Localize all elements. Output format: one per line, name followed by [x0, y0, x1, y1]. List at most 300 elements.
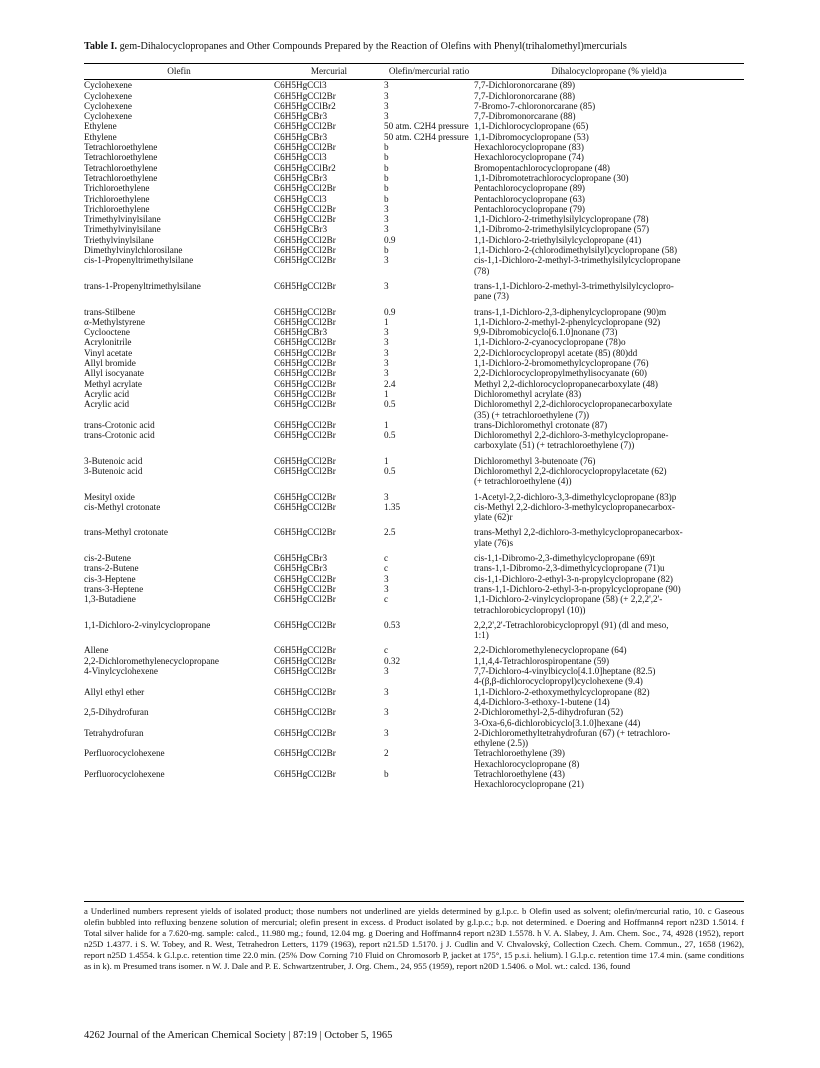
table-row — [84, 615, 744, 641]
table-row — [84, 728, 744, 749]
product-line: 1,1-Dichloro-2-triethylsilylcyclopropane (41) — [474, 234, 642, 245]
cell-ratio: 3 — [384, 368, 389, 379]
cell-ratio: 3 — [384, 255, 389, 266]
cell-ratio: 1 — [384, 316, 389, 327]
product-line: Dichloromethyl 2,2-dichlorocyclopropanecarboxylate — [474, 399, 672, 410]
product-line: 1,1,4,4-Tetrachlorospiropentane (59) — [474, 655, 610, 666]
cell-olefin: Allene — [84, 645, 109, 656]
cell-ratio: b — [384, 142, 389, 153]
cell-mercurial: C6H5HgCCl2Br — [274, 455, 336, 466]
cell-product — [474, 502, 744, 523]
cell-olefin: Triethylvinylsilane — [84, 234, 154, 245]
cell-ratio: 3 — [384, 686, 389, 697]
cell-ratio: 3 — [384, 666, 389, 677]
table-row — [84, 302, 744, 317]
cell-product — [474, 379, 744, 389]
cell-olefin: Trimethylvinylsilane — [84, 214, 161, 225]
product-line: 7,7-Dibromonorcarane (88) — [474, 111, 576, 122]
cell-product — [474, 224, 744, 234]
cell-olefin: 3-Butenoic acid — [84, 455, 143, 466]
product-line: Dichloromethyl 2,2-dichlorocyclopropylacetate (62) — [474, 465, 667, 476]
cell-olefin: Cyclohexene — [84, 100, 132, 111]
cell-ratio: c — [384, 563, 389, 574]
product-line: Hexachlorocyclopropane (8) — [474, 758, 580, 769]
cell-mercurial: C6H5HgCCl2Br — [274, 378, 336, 389]
product-line: 1,1-Dichloro-2-trimethylsilylcyclopropane (78) — [474, 214, 649, 225]
product-line: trans-Dichloromethyl crotonate (87) — [474, 419, 608, 430]
cell-product — [474, 337, 744, 347]
cell-product — [474, 255, 744, 276]
cell-product — [474, 594, 744, 615]
table-row — [84, 152, 744, 162]
cell-product — [474, 142, 744, 152]
table-row — [84, 358, 744, 368]
cell-product — [474, 235, 744, 245]
cell-ratio: b — [384, 769, 389, 779]
cell-olefin: Methyl acrylate — [84, 378, 142, 389]
table-caption-text: gem-Dihalocyclopropanes and Other Compounds Prepared by the Reaction of Olefins with Phenyl(trihalomethyl)mercurials — [119, 41, 627, 52]
cell-olefin: Tetrachloroethylene — [84, 162, 158, 173]
cell-olefin: Tetrachloroethylene — [84, 172, 158, 183]
cell-mercurial: C6H5HgCCl2Br — [274, 573, 336, 584]
product-line: 4-(β,β-dichlorocyclopropyl)cyclohexene (9.4) — [474, 676, 643, 687]
table-row — [84, 224, 744, 234]
cell-mercurial: C6H5HgCCl2Br — [274, 121, 336, 132]
cell-product — [474, 420, 744, 430]
cell-product — [474, 132, 744, 142]
cell-ratio: 0.5 — [384, 465, 396, 476]
cell-mercurial: C6H5HgCBr3 — [274, 224, 328, 235]
cell-olefin: Trichloroethylene — [84, 193, 150, 204]
product-line: Pentachlorocyclopropane (63) — [474, 193, 585, 204]
product-line: cis-1,1-Dichloro-2-methyl-3-trimethylsilylcyclopropane — [474, 255, 681, 266]
cell-mercurial: C6H5HgCCl2Br — [274, 655, 336, 666]
cell-product — [474, 173, 744, 183]
cell-olefin: Tetrachloroethylene — [84, 142, 158, 153]
cell-olefin: 1,1-Dichloro-2-vinylcyclopropane — [84, 619, 211, 630]
cell-ratio: 3 — [384, 80, 389, 91]
cell-mercurial: C6H5HgCCl2Br — [274, 388, 336, 399]
table-row — [84, 183, 744, 193]
cell-product — [474, 358, 744, 368]
table-row — [84, 132, 744, 142]
cell-product — [474, 548, 744, 563]
cell-olefin: Tetrahydrofuran — [84, 727, 144, 738]
cell-ratio: 3 — [384, 90, 389, 101]
table-row — [84, 142, 744, 152]
product-line: 1,1-Dichloro-2-bromomethylcyclopropane (76) — [474, 358, 649, 369]
table-row — [84, 522, 744, 548]
cell-product — [474, 707, 744, 728]
cell-olefin: Vinyl acetate — [84, 347, 133, 358]
table-row — [84, 276, 744, 302]
cell-olefin: cis-3-Heptene — [84, 573, 136, 584]
product-line: 1,1-Dichloro-2-methyl-2-phenylcyclopropane (92) — [474, 316, 661, 327]
product-line: (78) — [474, 265, 490, 276]
cell-mercurial: C6H5HgCCl2Br — [274, 594, 336, 605]
product-line: 9,9-Dibromobicyclo[6.1.0]nonane (73) — [474, 327, 618, 338]
product-line: Bromopentachlorocyclopropane (48) — [474, 162, 610, 173]
cell-product — [474, 687, 744, 708]
cell-olefin: Acrylonitrile — [84, 337, 132, 348]
cell-mercurial: C6H5HgCCl2Br — [274, 90, 336, 101]
cell-mercurial: C6H5HgCCl2Br — [274, 686, 336, 697]
cell-mercurial: C6H5HgCCl2Br — [274, 645, 336, 656]
cell-ratio: 3 — [384, 347, 389, 358]
table-row — [84, 769, 744, 790]
table-row — [84, 379, 744, 389]
cell-olefin: Allyl isocyanate — [84, 368, 144, 379]
cell-olefin: 4-Vinylcyclohexene — [84, 666, 158, 677]
cell-ratio: c — [384, 594, 389, 605]
cell-mercurial: C6H5HgCCl2Br — [274, 203, 336, 214]
cell-product — [474, 666, 744, 687]
footnotes: a Underlined numbers represent yields of isolated product; those numbers not underlined are yields determined by g.l.p.c. b Olefin used as solvent; olefin/mercurial ratio, 10. c Gaseous olefin bubbled into refluxing benzene solution of mercurial; olefin present in excess. d Product isolated by g.l.p.c.; b.p. not determined. e Doering and Hoffmann4 report n23D 1.5014. f Total silver halide for a 7.620-mg. sample: calcd., 11.980 mg.; found, 12.04 mg. g Doering and Hoffmann4 report n23D 1.5578. h V. A. Slabey, J. Am. Chem. Soc., 74, 4928 (1952), report n25D 1.4377. i S. W. Tobey, and R. West, Tetrahedron Letters, 1179 (1963), report n21.5D 1.5170. j J. Cudlin and V. Chvalovský, Collection Czech. Chem. Commun., 27, 1658 (1962), report n25D 1.4554. k G.l.p.c. retention time 22.0 min. (25% Dow Corning 710 Fluid on Chromosorb P, jacket at 175°, 15 p.s.i. helium). l G.l.p.c. retention time 17.4 min. (same conditions as in k). m Presumed trans isomer. n W. J. Dale and P. E. Schwartzentruber, J. Org. Chem., 24, 955 (1959), report n20D 1.5406. o Mol. wt.: calcd. 136, found — [84, 901, 744, 972]
table-row — [84, 91, 744, 101]
cell-ratio: 1.35 — [384, 501, 401, 512]
cell-mercurial: C6H5HgCCl2Br — [274, 727, 336, 738]
product-line: Dichloromethyl 2,2-dichloro-3-methylcyclopropane- — [474, 430, 669, 441]
cell-ratio: 50 atm. C2H4 pressure — [384, 121, 469, 132]
cell-ratio: 3 — [384, 358, 389, 369]
cell-ratio: 3 — [384, 573, 389, 584]
cell-mercurial: C6H5HgCClBr2 — [274, 100, 336, 111]
cell-olefin: Allyl bromide — [84, 358, 136, 369]
cell-olefin: trans-Stilbene — [84, 306, 136, 317]
table-row — [84, 399, 744, 420]
cell-product — [474, 563, 744, 573]
cell-mercurial: C6H5HgCCl2Br — [274, 465, 336, 476]
data-table — [84, 63, 744, 790]
cell-mercurial: C6H5HgCCl2Br — [274, 142, 336, 153]
cell-product — [474, 728, 744, 749]
cell-olefin: Allyl ethyl ether — [84, 686, 145, 697]
table-row — [84, 348, 744, 358]
cell-ratio: b — [384, 152, 389, 163]
cell-mercurial: C6H5HgCBr3 — [274, 111, 328, 122]
table-row — [84, 111, 744, 121]
table-row — [84, 337, 744, 347]
cell-mercurial: C6H5HgCCl2Br — [274, 358, 336, 369]
cell-product — [474, 214, 744, 224]
cell-olefin: Ethylene — [84, 121, 117, 132]
cell-product — [474, 91, 744, 101]
table-row — [84, 640, 744, 655]
product-line: trans-Methyl 2,2-dichloro-3-methylcyclopropanecarbox- — [474, 527, 683, 538]
cell-product — [474, 121, 744, 131]
cell-olefin: Trichloroethylene — [84, 183, 150, 194]
product-line: 1,1-Dichloro-2-ethoxymethylcyclopropane (82) — [474, 686, 650, 697]
cell-product — [474, 183, 744, 193]
table-row — [84, 430, 744, 451]
product-line: 1:1) — [474, 630, 489, 641]
table-caption-label: Table I. — [84, 41, 118, 52]
product-line: trans-1,1-Dichloro-2,3-diphenylcyclopropane (90)m — [474, 306, 667, 317]
cell-ratio: 3 — [384, 280, 389, 291]
product-line: 1,1-Dichlorocyclopropane (65) — [474, 121, 589, 132]
cell-ratio: 2.5 — [384, 527, 396, 538]
cell-mercurial: C6H5HgCCl2Br — [274, 748, 336, 759]
cell-ratio: b — [384, 172, 389, 183]
header-ratio: Olefin/mercurial ratio — [384, 64, 474, 80]
cell-olefin: cis-2-Butene — [84, 553, 131, 564]
cell-olefin: Perfluorocyclohexene — [84, 748, 165, 759]
cell-product — [474, 584, 744, 594]
table-row — [84, 563, 744, 573]
table-row — [84, 666, 744, 687]
cell-product — [474, 302, 744, 317]
cell-olefin: 2,2-Dichloromethylenecyclopropane — [84, 655, 219, 666]
cell-product — [474, 368, 744, 378]
product-line: cis-1,1-Dibromo-2,3-dimethylcyclopropane (69)t — [474, 553, 655, 564]
cell-olefin: Acrylic acid — [84, 388, 130, 399]
product-line: 1,1-Dibromo-2-trimethylsilylcyclopropane (57) — [474, 224, 650, 235]
cell-ratio: 0.9 — [384, 234, 396, 245]
table-row — [84, 656, 744, 666]
cell-ratio: 3 — [384, 203, 389, 214]
cell-ratio: 0.32 — [384, 655, 401, 666]
table-row — [84, 548, 744, 563]
cell-product — [474, 276, 744, 302]
cell-mercurial: C6H5HgCCl2Br — [274, 707, 336, 718]
product-line: Hexachlorocyclopropane (21) — [474, 779, 584, 790]
cell-mercurial: C6H5HgCCl2Br — [274, 368, 336, 379]
product-line: trans-1,1-Dichloro-2-methyl-3-trimethylsilylcyclopro- — [474, 280, 674, 291]
cell-olefin: Perfluorocyclohexene — [84, 769, 165, 779]
table-row — [84, 584, 744, 594]
table-row — [84, 214, 744, 224]
product-line: Hexachlorocyclopropane (83) — [474, 142, 584, 153]
cell-ratio: 3 — [384, 491, 389, 502]
product-line: 2,2-Dichlorocyclopropyl acetate (85) (80)dd — [474, 347, 638, 358]
cell-mercurial: C6H5HgCBr3 — [274, 327, 328, 338]
product-line: 7-Bromo-7-chloronorcarane (85) — [474, 100, 596, 111]
product-line: 1,1-Dichloro-2-cyanocyclopropane (78)o — [474, 337, 626, 348]
cell-mercurial: C6H5HgCCl2Br — [274, 501, 336, 512]
table-row — [84, 245, 744, 255]
table-row — [84, 707, 744, 728]
cell-mercurial: C6H5HgCCl2Br — [274, 316, 336, 327]
product-line: 7,7-Dichloronorcarane (88) — [474, 90, 576, 101]
cell-mercurial: C6H5HgCBr3 — [274, 172, 328, 183]
cell-mercurial: C6H5HgCCl2Br — [274, 214, 336, 225]
table-row — [84, 173, 744, 183]
product-line: 2,2,2',2'-Tetrachlorobicyclopropyl (91) (dl and meso, — [474, 619, 669, 630]
cell-olefin: 1,3-Butadiene — [84, 594, 136, 605]
cell-olefin: cis-Methyl crotonate — [84, 501, 161, 512]
cell-mercurial: C6H5HgCCl3 — [274, 193, 327, 204]
product-line: 2,2-Dichlorocyclopropylmethylisocyanate (60) — [474, 368, 647, 379]
cell-product — [474, 769, 744, 790]
cell-olefin: trans-2-Butene — [84, 563, 139, 574]
cell-mercurial: C6H5HgCCl2Br — [274, 337, 336, 348]
cell-olefin: 3-Butenoic acid — [84, 465, 143, 476]
cell-mercurial: C6H5HgCCl3 — [274, 152, 327, 163]
product-line: Dichloromethyl 3-butenoate (76) — [474, 455, 596, 466]
table-row — [84, 235, 744, 245]
cell-ratio: 50 atm. C2H4 pressure — [384, 131, 469, 142]
cell-product — [474, 389, 744, 399]
cell-ratio: 0.5 — [384, 399, 396, 410]
cell-olefin: Trimethylvinylsilane — [84, 224, 161, 235]
table-row — [84, 80, 744, 91]
cell-ratio: 3 — [384, 214, 389, 225]
cell-mercurial: C6H5HgCCl2Br — [274, 419, 336, 430]
table-body — [84, 80, 744, 790]
product-line: Tetrachloroethylene (39) — [474, 748, 565, 759]
product-line: 1,1-Dibromocyclopropane (53) — [474, 131, 589, 142]
product-line: Hexachlorocyclopropane (74) — [474, 152, 584, 163]
cell-mercurial: C6H5HgCClBr2 — [274, 162, 336, 173]
product-line: ylate (76)s — [474, 537, 514, 548]
table-row — [84, 317, 744, 327]
cell-ratio: 3 — [384, 707, 389, 718]
table-row — [84, 748, 744, 769]
product-line: Pentachlorocyclopropane (89) — [474, 183, 585, 194]
product-line: (35) (+ tetrachloroethylene (7)) — [474, 409, 590, 420]
cell-olefin: Acrylic acid — [84, 399, 130, 410]
cell-ratio: 2.4 — [384, 378, 396, 389]
cell-mercurial: C6H5HgCBr3 — [274, 131, 328, 142]
product-line: 2-Dichloromethyl-2,5-dihydrofuran (52) — [474, 707, 624, 718]
product-line: (+ tetrachloroethylene (4)) — [474, 476, 572, 487]
cell-olefin: Cyclohexene — [84, 80, 132, 91]
table-row — [84, 121, 744, 131]
cell-ratio: 1 — [384, 419, 389, 430]
cell-mercurial: C6H5HgCCl2Br — [274, 399, 336, 410]
cell-olefin: trans-Crotonic acid — [84, 430, 155, 441]
page-footer: 4262 Journal of the American Chemical Society | 87:19 | October 5, 1965 — [84, 1030, 393, 1041]
cell-mercurial: C6H5HgCCl2Br — [274, 280, 336, 291]
cell-mercurial: C6H5HgCCl2Br — [274, 430, 336, 441]
cell-ratio: b — [384, 183, 389, 194]
product-line: 1-Acetyl-2,2-dichloro-3,3-dimethylcyclopropane (83)p — [474, 491, 677, 502]
product-line: cis-1,1-Dichloro-2-ethyl-3-n-propylcyclopropane (82) — [474, 573, 673, 584]
cell-mercurial: C6H5HgCCl2Br — [274, 491, 336, 502]
cell-product — [474, 194, 744, 204]
cell-olefin: Dimethylvinylchlorosilane — [84, 245, 183, 256]
table-row — [84, 204, 744, 214]
cell-ratio: 3 — [384, 337, 389, 348]
cell-product — [474, 327, 744, 337]
cell-ratio: c — [384, 645, 389, 656]
product-line: tetrachlorobicyclopropyl (10)) — [474, 604, 586, 615]
cell-mercurial: C6H5HgCCl2Br — [274, 527, 336, 538]
cell-product — [474, 163, 744, 173]
cell-ratio: 1 — [384, 455, 389, 466]
table-row — [84, 687, 744, 708]
cell-mercurial: C6H5HgCCl2Br — [274, 666, 336, 677]
cell-mercurial: C6H5HgCCl2Br — [274, 347, 336, 358]
table-row — [84, 487, 744, 502]
table-row — [84, 574, 744, 584]
table-caption — [84, 40, 744, 53]
table-row — [84, 368, 744, 378]
product-line: ethylene (2.5)) — [474, 738, 529, 749]
header-mercurial: Mercurial — [274, 64, 384, 80]
cell-product — [474, 348, 744, 358]
cell-ratio: 3 — [384, 224, 389, 235]
cell-product — [474, 574, 744, 584]
product-line: 4,4-Dichloro-3-ethoxy-1-butene (14) — [474, 696, 610, 707]
cell-olefin: Cyclohexene — [84, 90, 132, 101]
cell-olefin: trans-Crotonic acid — [84, 419, 155, 430]
cell-ratio: 0.53 — [384, 619, 401, 630]
cell-product — [474, 487, 744, 502]
cell-product — [474, 430, 744, 451]
cell-product — [474, 615, 744, 641]
cell-olefin: trans-3-Heptene — [84, 583, 144, 594]
table-row — [84, 101, 744, 111]
cell-product — [474, 317, 744, 327]
cell-ratio: 1 — [384, 388, 389, 399]
table-row — [84, 420, 744, 430]
cell-ratio: 3 — [384, 111, 389, 122]
cell-olefin: Cyclooctene — [84, 327, 130, 338]
cell-ratio: 2 — [384, 748, 389, 759]
cell-ratio: 0.9 — [384, 306, 396, 317]
table-row — [84, 502, 744, 523]
product-line: trans-1,1-Dichloro-2-ethyl-3-n-propylcyclopropane (90) — [474, 583, 681, 594]
product-line: 3-Oxa-6,6-dichlorobicyclo[3.1.0]hexane (44) — [474, 717, 641, 728]
product-line: 7,7-Dichloro-4-vinylbicyclo[4.1.0]heptane (82.5) — [474, 666, 656, 677]
cell-ratio: 3 — [384, 327, 389, 338]
cell-olefin: Tetrachloroethylene — [84, 152, 158, 163]
cell-mercurial: C6H5HgCCl2Br — [274, 619, 336, 630]
cell-product — [474, 451, 744, 466]
cell-olefin: Mesityl oxide — [84, 491, 135, 502]
cell-mercurial: C6H5HgCBr3 — [274, 563, 328, 574]
cell-ratio: 3 — [384, 583, 389, 594]
cell-olefin: trans-1-Propenyltrimethylsilane — [84, 280, 201, 291]
product-line: carboxylate (51) (+ tetrachloroethylene (7)) — [474, 440, 635, 451]
product-line: 1,1-Dibromotetrachlorocyclopropane (30) — [474, 172, 629, 183]
cell-product — [474, 245, 744, 255]
cell-product — [474, 748, 744, 769]
cell-mercurial: C6H5HgCBr3 — [274, 553, 328, 564]
cell-product — [474, 399, 744, 420]
cell-ratio: 0.5 — [384, 430, 396, 441]
cell-olefin: trans-Methyl crotonate — [84, 527, 168, 538]
product-line: ylate (62)r — [474, 512, 513, 523]
cell-mercurial: C6H5HgCCl2Br — [274, 769, 336, 779]
product-line: 1,1-Dichloro-2-vinylcyclopropane (58) (+ 2,2,2',2'- — [474, 594, 663, 605]
product-line: 1,1-Dichloro-2-(chlorodimethylsilyl)cyclopropane (58) — [474, 245, 678, 256]
cell-mercurial: C6H5HgCCl2Br — [274, 255, 336, 266]
product-line: Dichloromethyl acrylate (83) — [474, 388, 582, 399]
product-line: 7,7-Dichloronorcarane (89) — [474, 80, 576, 91]
table-row — [84, 594, 744, 615]
cell-ratio: b — [384, 245, 389, 256]
header-product: Dihalocyclopropane (% yield)a — [474, 64, 744, 80]
cell-olefin: Trichloroethylene — [84, 203, 150, 214]
cell-ratio: 3 — [384, 727, 389, 738]
table-row — [84, 389, 744, 399]
cell-mercurial: C6H5HgCCl3 — [274, 80, 327, 91]
product-line: Methyl 2,2-dichlorocyclopropanecarboxylate (48) — [474, 378, 658, 389]
product-line: cis-Methyl 2,2-dichloro-3-methylcyclopropanecarbox- — [474, 501, 676, 512]
table-row — [84, 451, 744, 466]
cell-olefin: 2,5-Dihydrofuran — [84, 707, 149, 718]
cell-mercurial: C6H5HgCCl2Br — [274, 183, 336, 194]
cell-olefin: Ethylene — [84, 131, 117, 142]
cell-ratio: b — [384, 162, 389, 173]
cell-olefin: cis-1-Propenyltrimethylsilane — [84, 255, 194, 266]
product-line: 2,2-Dichloromethylenecyclopropane (64) — [474, 645, 627, 656]
table-row — [84, 327, 744, 337]
table-row — [84, 194, 744, 204]
cell-product — [474, 101, 744, 111]
